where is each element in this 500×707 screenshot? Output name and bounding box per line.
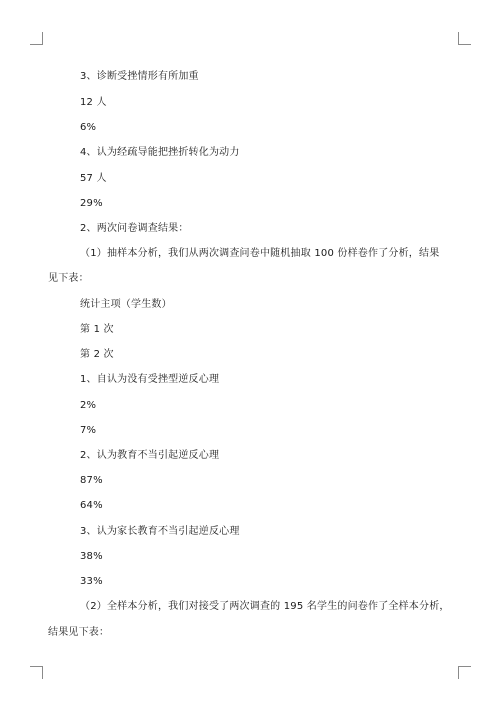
table-header: 第 2 次 xyxy=(80,349,114,360)
table-cell: 87% xyxy=(80,475,103,486)
percent-value: 6% xyxy=(80,122,97,133)
table-header: 统计主项（学生数） xyxy=(80,299,172,310)
crop-mark-top-left xyxy=(30,32,43,45)
paragraph-line: （2）全样本分析，我们对接受了两次调查的 195 名学生的问卷作了全样本分析， xyxy=(80,601,450,612)
table-header: 第 1 次 xyxy=(80,324,114,335)
list-item-heading: 4、认为经疏导能把挫折转化为动力 xyxy=(80,147,240,158)
table-row-label: 1、自认为没有受挫型逆反心理 xyxy=(80,374,220,385)
table-cell: 2% xyxy=(80,400,97,411)
section-heading: 2、两次问卷调查结果： xyxy=(80,223,189,234)
table-cell: 64% xyxy=(80,500,103,511)
paragraph-line: 结果见下表： xyxy=(48,627,110,638)
table-row-label: 2、认为教育不当引起逆反心理 xyxy=(80,450,220,461)
count-value: 12 人 xyxy=(80,97,107,108)
table-row-label: 3、认为家长教育不当引起逆反心理 xyxy=(80,526,240,537)
percent-value: 29% xyxy=(80,198,103,209)
crop-mark-top-right xyxy=(458,32,471,45)
paragraph-line: 见下表： xyxy=(48,273,89,284)
table-cell: 38% xyxy=(80,551,103,562)
list-item-heading: 3、诊断受挫情形有所加重 xyxy=(80,71,199,82)
table-cell: 33% xyxy=(80,576,103,587)
table-cell: 7% xyxy=(80,425,97,436)
crop-mark-bottom-right xyxy=(458,666,471,679)
crop-mark-bottom-left xyxy=(30,666,43,679)
count-value: 57 人 xyxy=(80,173,107,184)
paragraph-line: （1）抽样本分析，我们从两次调查问卷中随机抽取 100 份样卷作了分析，结果 xyxy=(80,248,440,259)
